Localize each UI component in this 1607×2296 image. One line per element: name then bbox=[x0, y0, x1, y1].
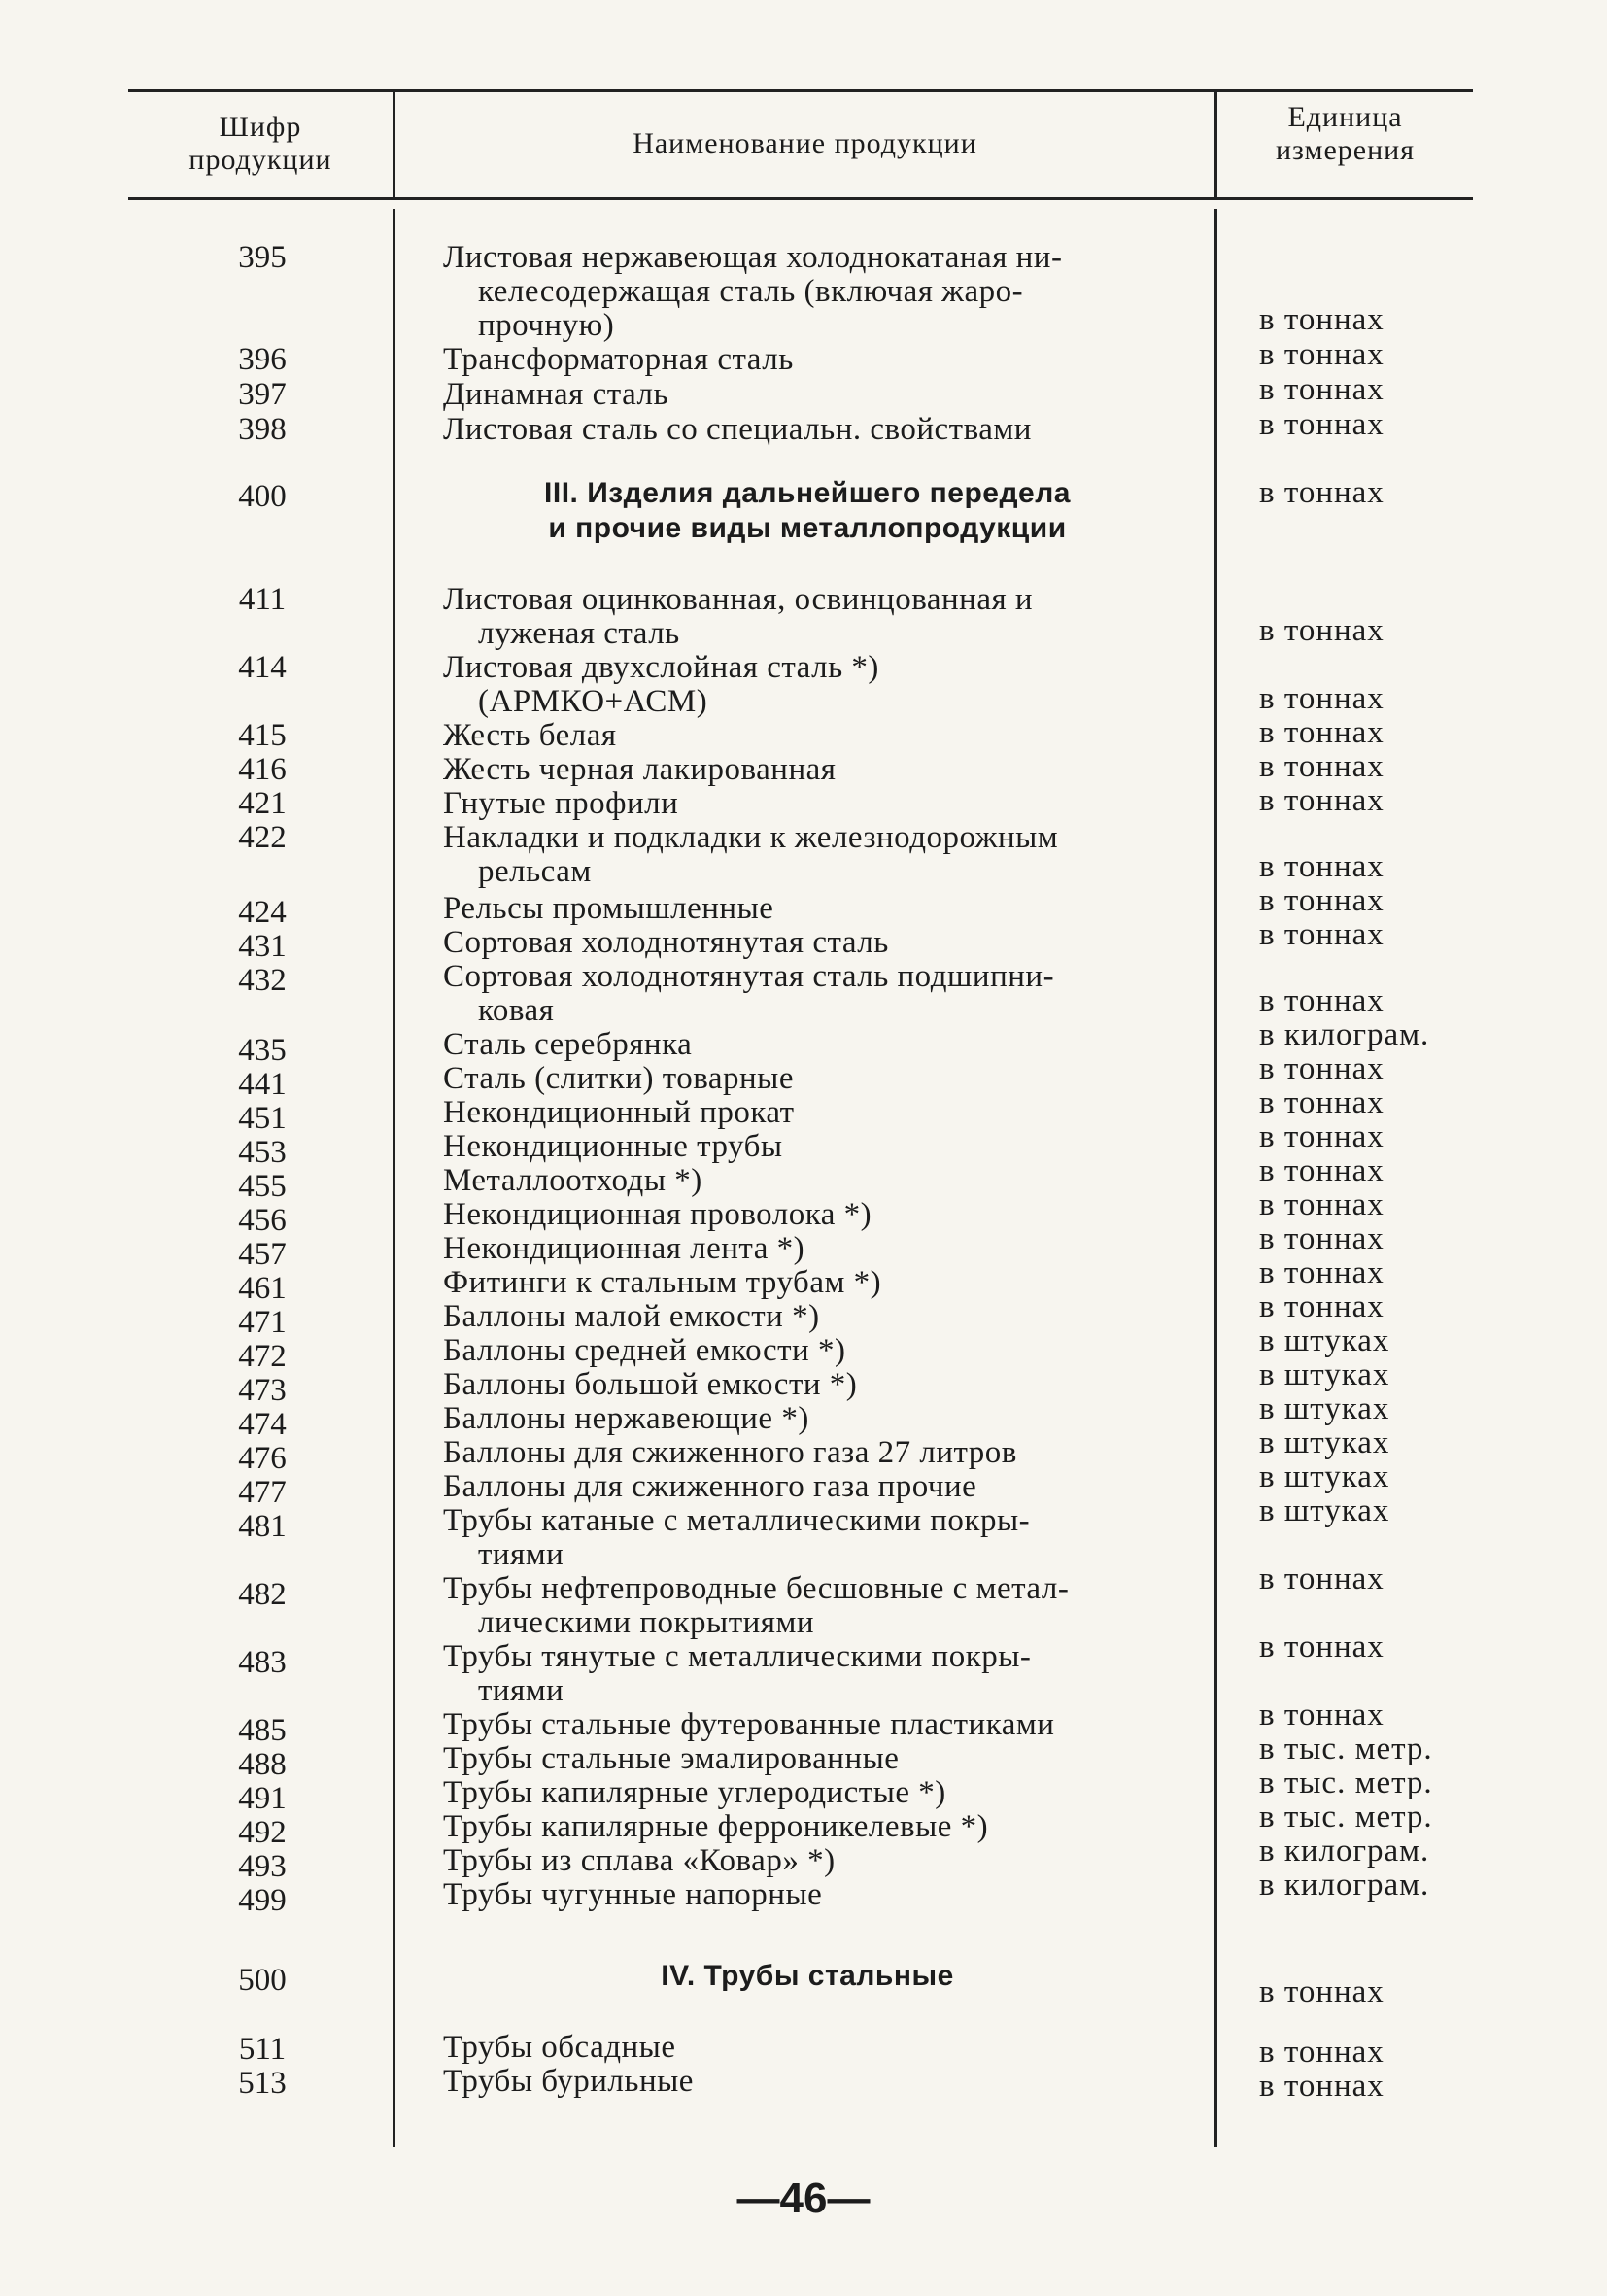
row-unit: в килограм. bbox=[1259, 1017, 1430, 1052]
row-name: Металлоотходы *) bbox=[443, 1163, 702, 1198]
header-code-line-1: Шифр bbox=[219, 111, 302, 143]
row-name: Некондиционный прокат bbox=[443, 1095, 795, 1130]
header-unit bbox=[1217, 101, 1473, 167]
row-name: Фитинги к стальным трубам *) bbox=[443, 1265, 882, 1300]
header-unit-line-2: измерения bbox=[1275, 134, 1415, 166]
row-name: Трубы капилярные ферроникелевые *) bbox=[443, 1809, 989, 1844]
row-unit: в тыс. метр. bbox=[1259, 1765, 1433, 1800]
row-unit: в тоннах bbox=[1259, 1255, 1385, 1290]
row-code: 457 bbox=[238, 1237, 287, 1272]
row-unit: в тоннах bbox=[1259, 749, 1385, 784]
row-name-line: келесодержащая сталь (включая жаро- bbox=[478, 274, 1024, 309]
row-name: Трубы обсадные bbox=[443, 2030, 676, 2065]
row-name: Баллоны большой емкости *) bbox=[443, 1367, 858, 1402]
row-unit: в штуках bbox=[1259, 1459, 1390, 1494]
row-name bbox=[443, 1640, 1031, 1708]
row-code: 500 bbox=[238, 1963, 287, 1998]
row-unit: в штуках bbox=[1259, 1323, 1390, 1358]
row-unit: в тоннах bbox=[1259, 1629, 1385, 1664]
row-code: 421 bbox=[238, 786, 287, 821]
row-unit: в тоннах bbox=[1259, 681, 1385, 716]
row-unit: в тыс. метр. bbox=[1259, 1731, 1433, 1766]
table-header-rule bbox=[128, 197, 1473, 200]
row-unit: в тоннах bbox=[1259, 849, 1385, 884]
row-name: Трубы бурильные bbox=[443, 2064, 694, 2099]
row-name: Трубы из сплава «Ковар» *) bbox=[443, 1843, 836, 1878]
row-name-line: (АРМКО+АСМ) bbox=[478, 684, 708, 719]
row-code: 488 bbox=[238, 1747, 287, 1782]
row-code: 432 bbox=[238, 963, 287, 998]
row-unit: в тоннах bbox=[1259, 337, 1385, 372]
row-code: 455 bbox=[238, 1169, 287, 1204]
row-unit: в тоннах bbox=[1259, 1153, 1385, 1188]
row-code: 456 bbox=[238, 1203, 287, 1238]
row-unit: в килограм. bbox=[1259, 1868, 1430, 1902]
row-unit: в тоннах bbox=[1259, 1119, 1385, 1154]
row-name: Жесть черная лакированная bbox=[443, 752, 837, 787]
section-heading-line: и прочие виды металлопродукции bbox=[548, 512, 1067, 544]
row-name: Баллоны нержавеющие *) bbox=[443, 1401, 809, 1436]
row-code: 395 bbox=[238, 240, 287, 275]
row-name bbox=[443, 821, 1058, 889]
row-code: 398 bbox=[238, 412, 287, 447]
row-code: 481 bbox=[238, 1509, 287, 1544]
row-name: Баллоны средней емкости *) bbox=[443, 1333, 846, 1368]
row-code: 411 bbox=[238, 582, 287, 617]
row-name bbox=[443, 241, 1062, 343]
row-name: Некондиционная лента *) bbox=[443, 1231, 805, 1266]
row-code: 422 bbox=[238, 820, 287, 855]
row-name-line: рельсам bbox=[478, 854, 592, 889]
row-name: Гнутые профили bbox=[443, 786, 679, 821]
row-name bbox=[443, 960, 1054, 1028]
row-code: 471 bbox=[238, 1305, 287, 1340]
section-heading-line: III. Изделия дальнейшего передела bbox=[544, 477, 1071, 509]
row-name-line: Листовая нержавеющая холоднокатаная ни- bbox=[443, 240, 1063, 275]
row-unit: в тоннах bbox=[1259, 2035, 1385, 2070]
header-code bbox=[128, 111, 393, 177]
header-unit-line-1: Единица bbox=[1287, 101, 1403, 133]
row-name: Трубы стальные эмалированные bbox=[443, 1741, 900, 1776]
row-code: 431 bbox=[238, 929, 287, 964]
row-unit: в килограм. bbox=[1259, 1833, 1430, 1868]
row-name: Жесть белая bbox=[443, 718, 617, 753]
row-name: Трубы капилярные углеродистые *) bbox=[443, 1775, 946, 1810]
row-unit: в тоннах bbox=[1259, 1561, 1385, 1596]
row-name-line: прочную) bbox=[478, 308, 615, 343]
row-name: Баллоны для сжиженного газа прочие bbox=[443, 1469, 977, 1504]
row-name-line: Трубы тянутые с металлическими покры- bbox=[443, 1639, 1032, 1674]
row-unit: в тоннах bbox=[1259, 1187, 1385, 1222]
section-heading: IV. Трубы стальные bbox=[661, 1960, 954, 1992]
row-name-line: ковая bbox=[478, 993, 555, 1028]
row-unit: в тоннах bbox=[1259, 407, 1385, 442]
row-unit: в тоннах bbox=[1259, 1697, 1385, 1732]
row-code: 453 bbox=[238, 1135, 287, 1170]
row-code: 397 bbox=[238, 377, 287, 412]
row-code: 414 bbox=[238, 650, 287, 685]
row-name-line: Накладки и подкладки к железнодорожным bbox=[443, 820, 1059, 855]
row-unit: в штуках bbox=[1259, 1357, 1390, 1392]
row-name-line: Листовая оцинкованная, освинцованная и bbox=[443, 582, 1034, 617]
row-unit: в тоннах bbox=[1259, 1974, 1385, 2009]
header-code-line-2: продукции bbox=[188, 144, 332, 176]
row-name: Сталь (слитки) товарные bbox=[443, 1061, 794, 1096]
header-name-text: Наименование продукции bbox=[633, 127, 977, 159]
table-top-rule bbox=[128, 89, 1473, 92]
row-name: Рельсы промышленные bbox=[443, 891, 774, 926]
row-code: 492 bbox=[238, 1815, 287, 1850]
row-code: 483 bbox=[238, 1645, 287, 1680]
row-name: Сортовая холоднотянутая сталь bbox=[443, 925, 889, 960]
row-code: 493 bbox=[238, 1849, 287, 1884]
row-name-line: луженая сталь bbox=[478, 616, 680, 651]
row-unit: в тоннах bbox=[1259, 2069, 1385, 2104]
row-name-line: тиями bbox=[478, 1673, 564, 1708]
row-name: Трубы чугунные напорные bbox=[443, 1877, 823, 1912]
row-unit: в тоннах bbox=[1259, 983, 1385, 1018]
row-unit: в штуках bbox=[1259, 1493, 1390, 1528]
row-unit: в тоннах bbox=[1259, 715, 1385, 750]
column-divider-2-body bbox=[1214, 209, 1217, 2147]
row-name-line: лическими покрытиями bbox=[478, 1605, 814, 1640]
row-unit: в штуках bbox=[1259, 1425, 1390, 1460]
row-code: 513 bbox=[238, 2066, 287, 2101]
row-name: Некондиционная проволока *) bbox=[443, 1197, 872, 1232]
row-name: Динамная сталь bbox=[443, 377, 669, 412]
row-unit: в тоннах bbox=[1259, 783, 1385, 818]
row-name: Баллоны для сжиженного газа 27 литров bbox=[443, 1435, 1017, 1470]
row-unit: в тоннах bbox=[1259, 883, 1385, 918]
row-unit: в тоннах bbox=[1259, 1289, 1385, 1324]
row-name bbox=[443, 583, 1033, 651]
row-name-line: Сортовая холоднотянутая сталь подшипни- bbox=[443, 959, 1055, 994]
row-code: 511 bbox=[238, 2032, 287, 2067]
section-heading bbox=[443, 476, 1172, 546]
row-unit: в тоннах bbox=[1259, 613, 1385, 648]
row-name bbox=[443, 651, 879, 719]
row-unit: в тоннах bbox=[1259, 1221, 1385, 1256]
row-unit: в тоннах bbox=[1259, 1051, 1385, 1086]
row-unit: в тыс. метр. bbox=[1259, 1799, 1433, 1834]
row-code: 396 bbox=[238, 342, 287, 377]
column-divider-1-body bbox=[393, 209, 395, 2147]
row-unit: в тоннах bbox=[1259, 917, 1385, 952]
row-code: 416 bbox=[238, 752, 287, 787]
row-code: 473 bbox=[238, 1373, 287, 1408]
row-unit: в тоннах bbox=[1259, 372, 1385, 407]
row-name: Баллоны малой емкости *) bbox=[443, 1299, 820, 1334]
row-code: 461 bbox=[238, 1271, 287, 1306]
row-name-line: Трубы нефтепроводные бесшовные с метал- bbox=[443, 1571, 1070, 1606]
row-code: 451 bbox=[238, 1101, 287, 1136]
row-unit: в тоннах bbox=[1259, 302, 1385, 337]
row-unit: в тоннах bbox=[1259, 1085, 1385, 1120]
row-unit: в штуках bbox=[1259, 1391, 1390, 1426]
row-code: 415 bbox=[238, 718, 287, 753]
row-code: 499 bbox=[238, 1883, 287, 1918]
row-code: 472 bbox=[238, 1339, 287, 1374]
row-name: Листовая сталь со специальн. свойствами bbox=[443, 412, 1032, 447]
row-code: 491 bbox=[238, 1781, 287, 1816]
row-code: 485 bbox=[238, 1713, 287, 1748]
row-code: 400 bbox=[238, 479, 287, 514]
row-unit: в тоннах bbox=[1259, 475, 1385, 510]
row-name bbox=[443, 1504, 1030, 1572]
row-code: 474 bbox=[238, 1407, 287, 1442]
row-code: 435 bbox=[238, 1033, 287, 1068]
row-code: 477 bbox=[238, 1475, 287, 1510]
row-code: 424 bbox=[238, 895, 287, 930]
row-code: 476 bbox=[238, 1441, 287, 1476]
row-name bbox=[443, 1572, 1069, 1640]
row-name: Трубы стальные футерованные пластиками bbox=[443, 1707, 1055, 1742]
row-name: Трансформаторная сталь bbox=[443, 342, 794, 377]
row-name-line: Трубы катаные с металлическими покры- bbox=[443, 1503, 1031, 1538]
page-number: —46— bbox=[736, 2175, 871, 2222]
row-code: 441 bbox=[238, 1067, 287, 1102]
row-name-line: Листовая двухслойная сталь *) bbox=[443, 650, 879, 685]
row-name-line: тиями bbox=[478, 1537, 564, 1572]
row-name: Некондиционные трубы bbox=[443, 1129, 783, 1164]
row-name: Сталь серебрянка bbox=[443, 1027, 693, 1062]
row-code: 482 bbox=[238, 1577, 287, 1612]
header-name bbox=[395, 127, 1214, 160]
